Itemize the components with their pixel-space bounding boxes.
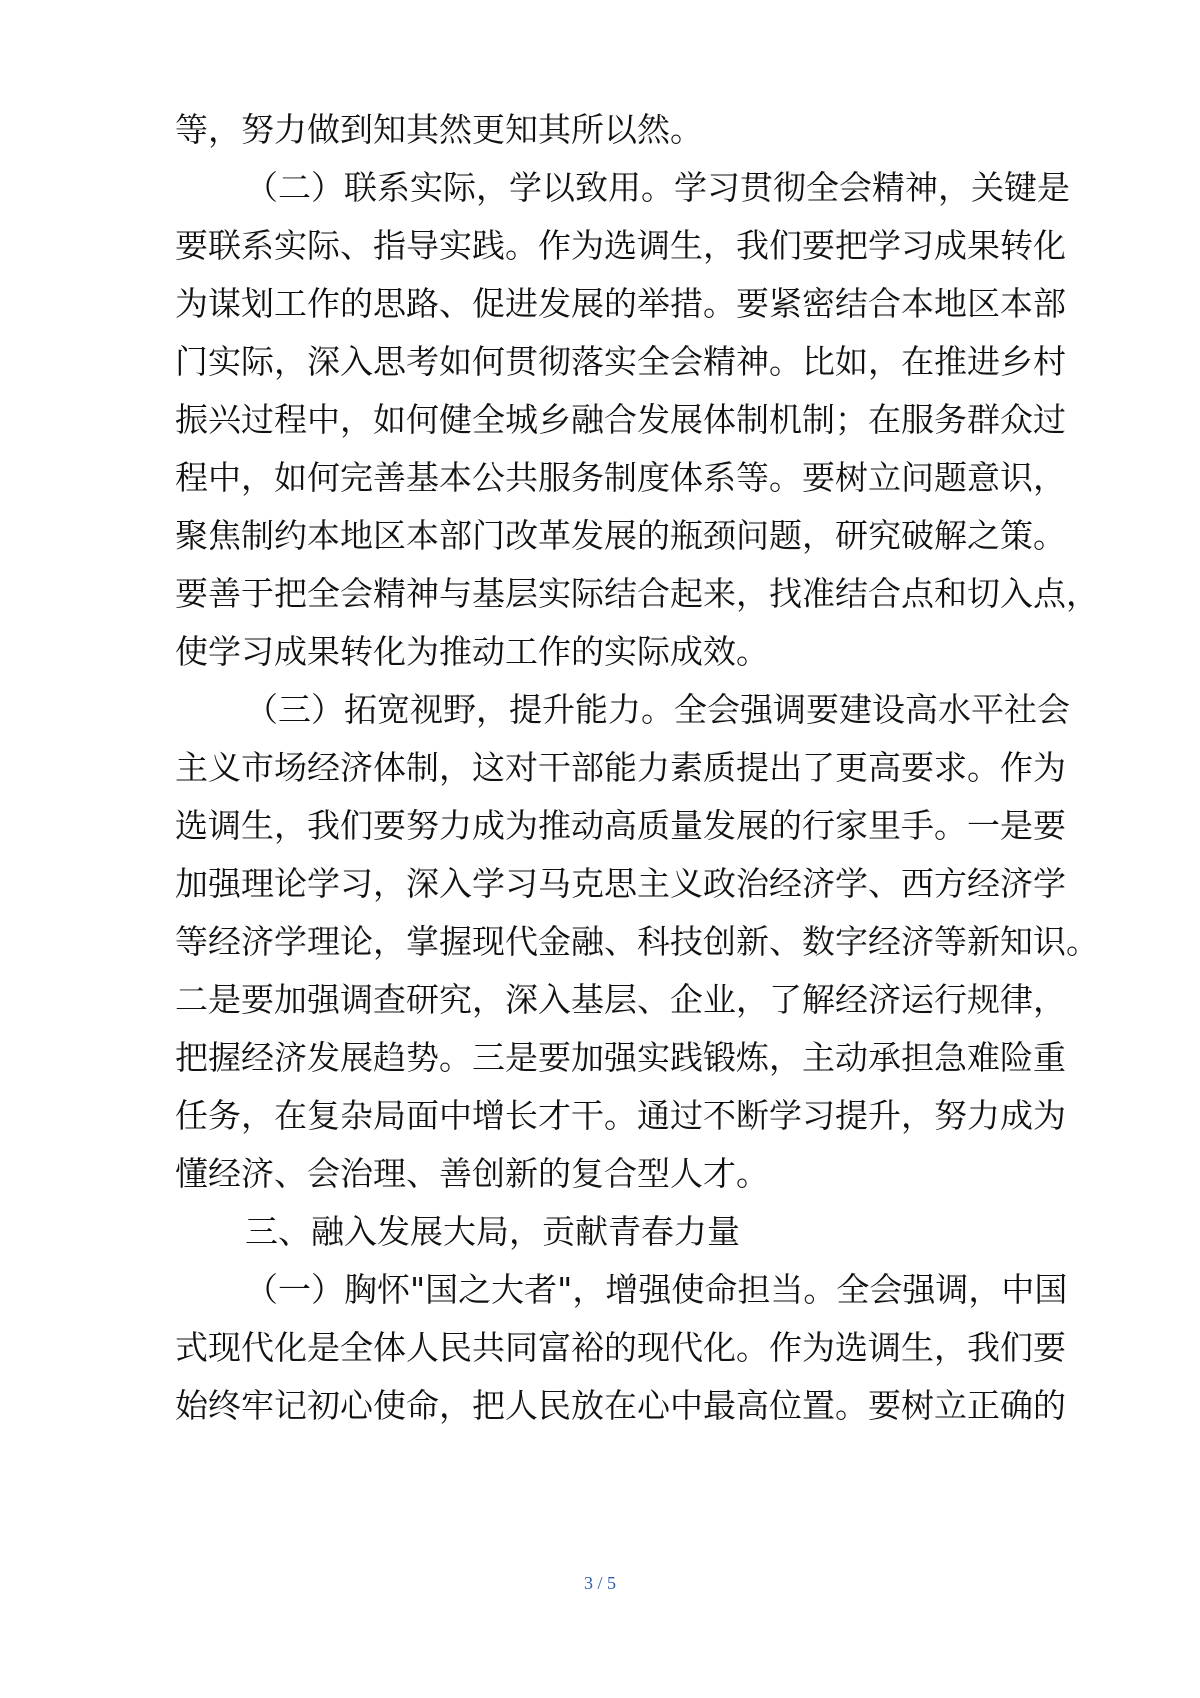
text-line: 门实际，深入思考如何贯彻落实全会精神。比如，在推进乡村 [175,342,1066,381]
text-line: 式现代化是全体人民共同富裕的现代化。作为选调生，我们要 [175,1328,1066,1367]
text-line: 要联系实际、指导实践。作为选调生，我们要把学习成果转化 [175,226,1066,265]
text-line: 把握经济发展趋势。三是要加强实践锻炼，主动承担急难险重 [175,1038,1066,1077]
text-line: 等经济学理论，掌握现代金融、科技创新、数字经济等新知识。 [175,922,1099,961]
text-line: 使学习成果转化为推动工作的实际成效。 [175,632,769,671]
text-line: 程中，如何完善基本公共服务制度体系等。要树立问题意识， [175,458,1066,497]
text-line: （三）拓宽视野，提升能力。全会强调要建设高水平社会 [245,690,1070,729]
text-line: 加强理论学习，深入学习马克思主义政治经济学、西方经济学 [175,864,1066,903]
text-line: 始终牢记初心使命，把人民放在心中最高位置。要树立正确的 [175,1386,1066,1425]
text-line: 任务，在复杂局面中增长才干。通过不断学习提升，努力成为 [175,1096,1066,1135]
text-line: 为谋划工作的思路、促进发展的举措。要紧密结合本地区本部 [175,284,1066,323]
text-line: 等，努力做到知其然更知其所以然。 [175,110,703,149]
text-line: 要善于把全会精神与基层实际结合起来，找准结合点和切入点， [175,574,1099,613]
text-line: （二）联系实际，学以致用。学习贯彻全会精神，关键是 [245,168,1070,207]
text-line: 二是要加强调查研究，深入基层、企业，了解经济运行规律， [175,980,1066,1019]
text-line: 选调生，我们要努力成为推动高质量发展的行家里手。一是要 [175,806,1066,845]
text-line: 懂经济、会治理、善创新的复合型人才。 [175,1154,769,1193]
text-line: 主义市场经济体制，这对干部能力素质提出了更高要求。作为 [175,748,1066,787]
section-heading: 三、融入发展大局，贡献青春力量 [245,1212,740,1251]
text-line: （一）胸怀"国之大者"，增强使命担当。全会强调，中国 [245,1270,1068,1309]
page-number: 3 / 5 [583,1573,616,1593]
text-line: 聚焦制约本地区本部门改革发展的瓶颈问题，研究破解之策。 [175,516,1066,555]
text-line: 振兴过程中，如何健全城乡融合发展体制机制；在服务群众过 [175,400,1066,439]
